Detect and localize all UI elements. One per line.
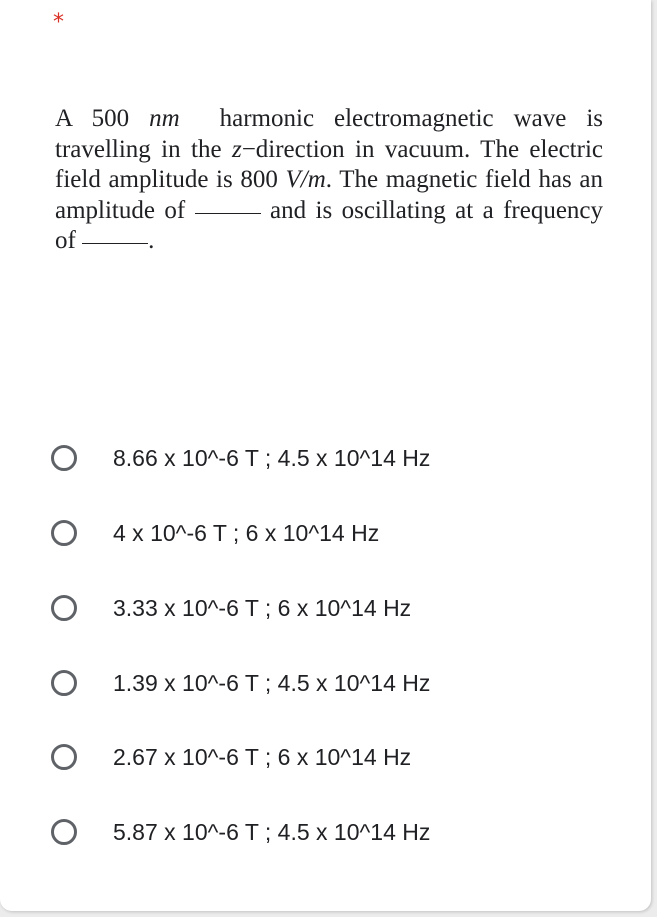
option-label: 5.87 x 10^-6 T ; 4.5 x 10^14 Hz bbox=[113, 818, 431, 845]
answer-blank-2 bbox=[82, 242, 148, 244]
radio-button-icon[interactable] bbox=[51, 819, 77, 845]
option-label: 1.39 x 10^-6 T ; 4.5 x 10^14 Hz bbox=[113, 669, 431, 696]
option-2[interactable] bbox=[51, 516, 379, 550]
radio-button-icon[interactable] bbox=[51, 595, 77, 621]
question-part-5: and is oscillating at a frequency of bbox=[55, 196, 604, 254]
unit-nm: nm bbox=[149, 105, 180, 132]
question-part-3: −direction in vacuum. The electric field amplitude is 800 bbox=[55, 135, 603, 193]
option-label: 4 x 10^-6 T ; 6 x 10^14 Hz bbox=[113, 519, 380, 546]
unit-v-per-m: V/m bbox=[285, 166, 326, 193]
radio-button-icon[interactable] bbox=[51, 670, 77, 696]
radio-button-icon[interactable] bbox=[51, 744, 77, 770]
option-label: 3.33 x 10^-6 T ; 6 x 10^14 Hz bbox=[113, 594, 412, 621]
radio-button-icon[interactable] bbox=[51, 520, 77, 546]
answer-blank-1 bbox=[195, 212, 261, 214]
option-label: 2.67 x 10^-6 T ; 6 x 10^14 Hz bbox=[113, 743, 412, 770]
option-1[interactable] bbox=[51, 441, 430, 475]
question-part-4: . The magnetic field has an amplitude of bbox=[55, 166, 603, 224]
question-part-2: harmonic electromagnetic wave is travelling in the bbox=[55, 105, 603, 163]
option-3[interactable] bbox=[51, 591, 411, 625]
option-4[interactable] bbox=[51, 666, 430, 700]
question-part-1: A 500 bbox=[55, 105, 130, 132]
option-5[interactable] bbox=[51, 740, 411, 774]
option-6[interactable] bbox=[51, 815, 430, 849]
radio-button-icon[interactable] bbox=[51, 445, 77, 471]
question-text bbox=[55, 104, 603, 257]
required-asterisk: * bbox=[53, 10, 64, 35]
question-part-6: . bbox=[148, 227, 155, 254]
option-label: 8.66 x 10^-6 T ; 4.5 x 10^14 Hz bbox=[113, 444, 431, 471]
axis-z: z bbox=[231, 135, 242, 163]
